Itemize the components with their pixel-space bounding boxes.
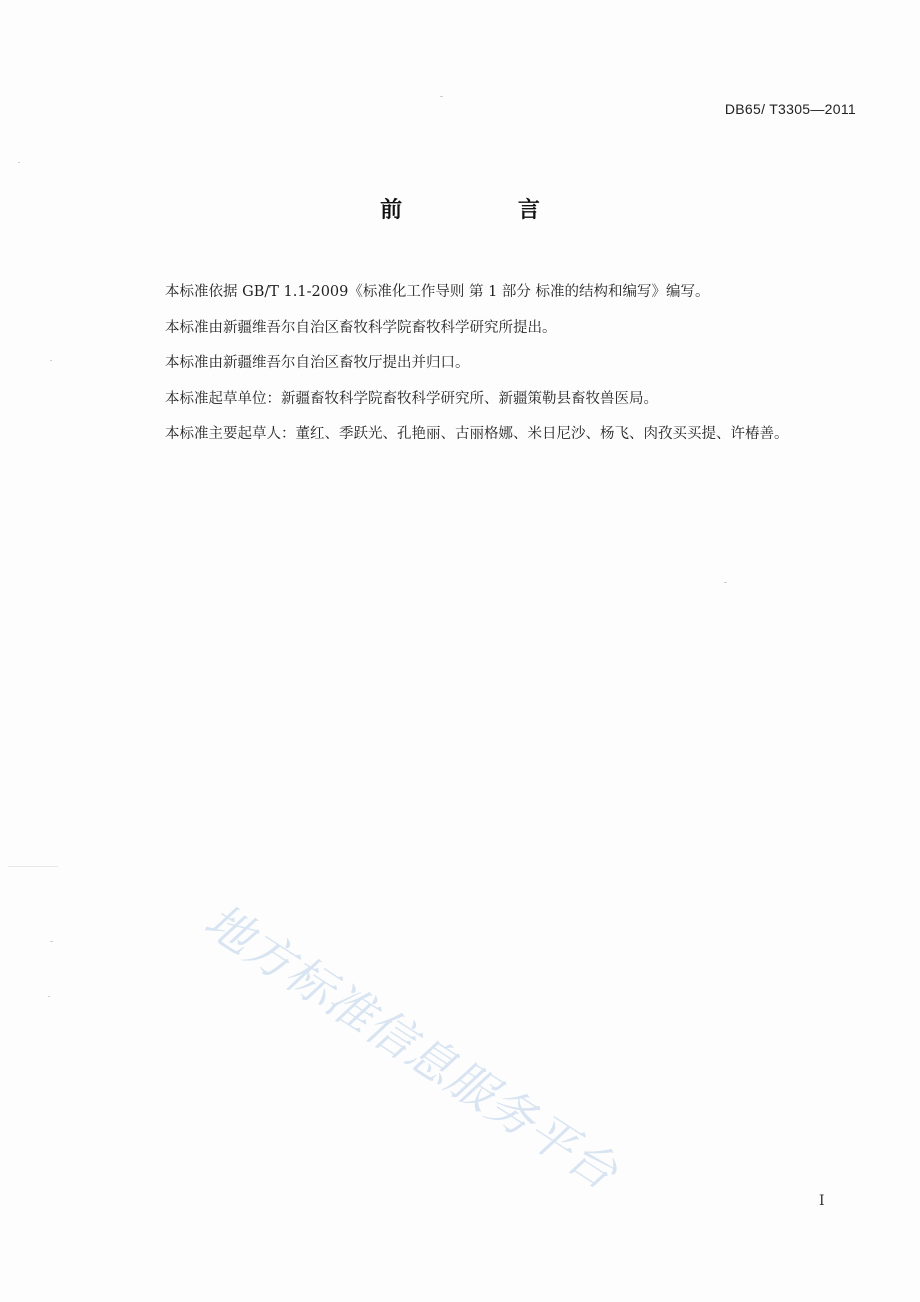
paragraph-administrator: 本标准由新疆维吾尔自治区畜牧厅提出并归口。 (165, 355, 470, 371)
paragraph-proposer: 本标准由新疆维吾尔自治区畜牧科学院畜牧科学研究所提出。 (165, 319, 557, 336)
paragraph-drafters: 本标准主要起草人：董红、季跃光、孔艳丽、古丽格娜、米日尼沙、杨飞、肉孜买买提、许椿善。 (165, 426, 789, 442)
page-number: I (819, 1193, 825, 1209)
scan-speck (48, 996, 50, 997)
watermark: 地方标准信息服务平台 (194, 893, 628, 1201)
page-title: 前 言 (380, 198, 594, 223)
scan-speck (440, 96, 443, 97)
scan-speck (18, 162, 20, 163)
foreword-body (165, 275, 865, 453)
scan-speck (50, 941, 53, 942)
paragraph-basis: 本标准依据 GB/T 1.1-2009《标准化工作导则 第 1 部分 标准的结构和编写》编写。 (165, 284, 710, 300)
scan-speck (8, 866, 58, 867)
scan-speck (724, 582, 727, 583)
standard-code: DB65/ T3305—2011 (724, 101, 856, 117)
paragraph-drafting-units: 本标准起草单位：新疆畜牧科学院畜牧科学研究所、新疆策勒县畜牧兽医局。 (165, 390, 658, 407)
scan-speck (50, 360, 52, 361)
